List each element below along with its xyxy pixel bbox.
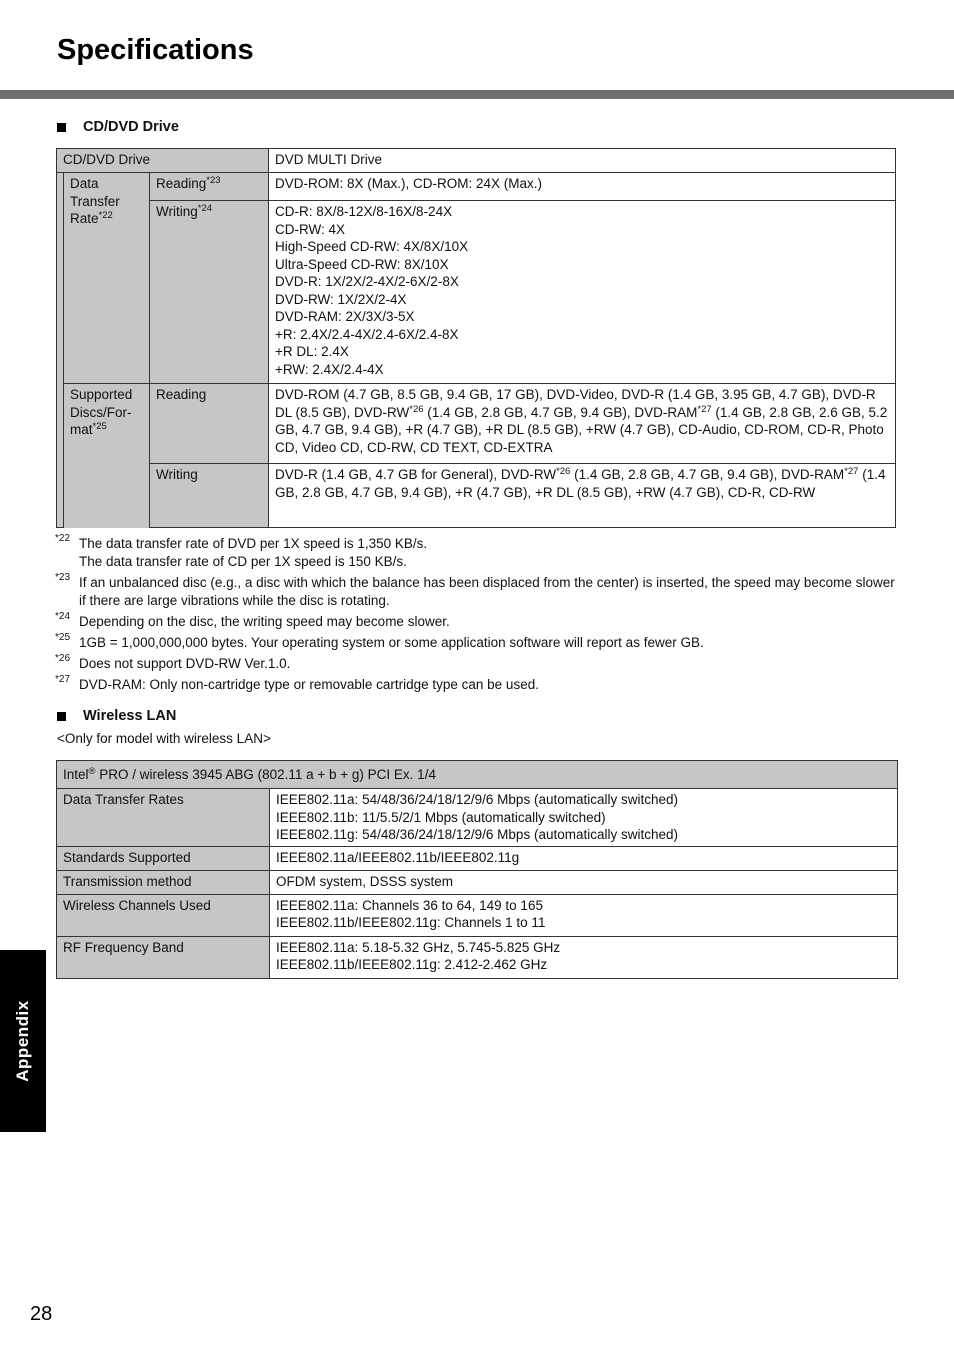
cd-section-heading [57,119,179,135]
wlan-model-note: <Only for model with wireless LAN> [57,731,271,746]
reading-label [150,173,269,201]
discs-reading-text-a: DVD-ROM (4.7 GB, 8.5 GB, 9.4 GB, 17 GB), DVD-Video, DVD-R (1.4 GB, 3.95 GB, 4.7 GB), DVD-R DL (8.5 GB), DVD-RW [275,387,876,420]
cd-dvd-spec-table [56,148,896,528]
list-item: CD-RW: 4X [275,221,346,237]
footnote [55,634,905,652]
list-item: +R DL: 2.4X [275,344,349,359]
footnote [55,613,905,631]
footnote-ref: *22 [98,210,113,221]
supported-discs-label [64,384,150,528]
table-row [57,870,898,894]
wlan-spec-table [56,760,898,979]
transfer-rate-text: Data Transfer Rate [70,176,120,226]
discs-reading-text-b: (1.4 GB, 2.8 GB, 4.7 GB, 9.4 GB), DVD-RAM [423,404,698,420]
table-row [57,789,898,847]
wlan-header [57,761,898,789]
footnote-text: The data transfer rate of CD per 1X speed is 150 KB/s. [79,554,407,569]
table-row [57,149,896,173]
list-item: +RW: 2.4X/2.4-4X [275,361,384,377]
footnote [55,535,905,571]
drive-label: CD/DVD Drive [57,149,269,173]
value-line: IEEE802.11b: 11/5.5/2/1 Mbps (automatically switched) [276,809,606,825]
row-label: RF Frequency Band [57,936,270,978]
discs-writing-text-b: (1.4 GB, 2.8 GB, 4.7 GB, 9.4 GB), DVD-RAM [570,467,845,482]
footnote-mark: *27 [55,674,71,685]
square-bullet-icon [57,123,66,132]
transfer-rate-label [64,173,150,384]
list-item: +R: 2.4X/2.4-4X/2.4-6X/2.4-8X [275,326,459,342]
writing-label [150,201,269,384]
discs-writing-label: Writing [150,464,269,528]
title-rule [0,90,954,99]
drive-value: DVD MULTI Drive [269,149,896,173]
row-label: Wireless Channels Used [57,894,270,936]
reading-text: Reading [156,176,207,191]
writing-speeds [269,201,896,384]
value-line: IEEE802.11a: 54/48/36/24/18/12/9/6 Mbps (automatically switched) [276,792,678,807]
list-item: Ultra-Speed CD-RW: 8X/10X [275,256,449,272]
footnote-mark: *23 [55,572,71,583]
table-row [57,761,898,789]
value-line: IEEE802.11g: 54/48/36/24/18/12/9/6 Mbps (automatically switched) [276,827,678,842]
table-row [57,846,898,870]
row-label: Transmission method [57,870,270,894]
footnote [55,574,905,610]
value-line: IEEE802.11b/IEEE802.11g: 2.412-2.462 GHz [276,957,548,972]
table-row [57,384,896,464]
discs-reading-text-c: (1.4 GB, 2.8 GB, 2.6 GB, 5.2 GB, 4.7 GB, 9.4 GB), +R (4.7 GB), +R DL (8.5 GB), +RW (4.7 GB), CD-Audio, CD-ROM, CD-R, Photo CD, Video CD, CD-RW, CD TEXT, CD-EXTRA [275,404,888,455]
footnotes [55,535,905,694]
row-label: Standards Supported [57,846,270,870]
supported-discs-text-2: mat [70,422,93,437]
footnote [55,655,905,673]
footnote-ref: *25 [92,421,107,432]
appendix-side-tab [0,950,46,1132]
discs-reading-value [269,384,896,464]
footnote-text: 1GB = 1,000,000,000 bytes. Your operating system or some application software will report as fewer GB. [79,635,704,650]
wlan-section-heading [57,708,176,724]
row-value: OFDM system, DSSS system [270,870,898,894]
footnote-mark: *22 [55,533,71,544]
list-item: DVD-RW: 1X/2X/2-4X [275,291,407,307]
left-spacer-cell [57,173,64,528]
footnote-ref: *26 [556,466,571,477]
discs-writing-text-c: (1.4 GB, 2.8 GB, 4.7 GB, 9.4 GB), +R (4.7 GB), +R DL (8.5 GB), +RW (4.7 GB), CD-R, CD-RW [275,467,886,500]
supported-discs-text: Supported Discs/For- [70,387,133,420]
table-row [57,173,896,201]
footnote-text: Depending on the disc, the writing speed may become slower. [79,614,450,629]
discs-writing-text-a: DVD-R (1.4 GB, 4.7 GB for General), DVD-RW [275,467,557,482]
list-item: CD-R: 8X/8-12X/8-16X/8-24X [275,204,453,219]
registered-mark: ® [88,765,96,777]
value-line: IEEE802.11a: Channels 36 to 64, 149 to 165 [276,897,543,913]
row-value: IEEE802.11a/IEEE802.11b/IEEE802.11g [270,846,898,870]
row-value [270,789,898,847]
square-bullet-icon [57,712,66,721]
list-item: High-Speed CD-RW: 4X/8X/10X [275,239,469,254]
row-label: Data Transfer Rates [57,789,270,847]
value-line: IEEE802.11a: 5.18-5.32 GHz, 5.745-5.825 GHz [276,939,561,955]
list-item: DVD-RAM: 2X/3X/3-5X [275,309,415,324]
row-value [270,894,898,936]
wlan-header-b: PRO / wireless 3945 ABG (802.11 a + b + g) PCI Ex. 1/4 [95,766,436,782]
footnote-mark: *24 [55,611,71,622]
cd-section-title: CD/DVD Drive [83,119,179,135]
footnote-mark: *25 [55,632,71,643]
reading-value: DVD-ROM: 8X (Max.), CD-ROM: 24X (Max.) [269,173,896,201]
table-row [57,464,896,528]
footnote-ref: *23 [206,175,221,186]
table-row [57,201,896,384]
footnote-mark: *26 [55,653,71,664]
footnote-ref: *26 [409,403,424,415]
discs-writing-value [269,464,896,528]
table-row [57,894,898,936]
footnote-text: Does not support DVD-RW Ver.1.0. [79,656,291,671]
side-tab-label: Appendix [13,1000,32,1082]
footnote-ref: *27 [844,466,859,477]
table-row [57,936,898,978]
page-title: Specifications [57,34,254,66]
footnote-text: The data transfer rate of DVD per 1X speed is 1,350 KB/s. [79,536,428,551]
footnote-text: If an unbalanced disc (e.g., a disc with which the balance has been displaced from the center) is inserted, the speed may become slower if there are large vibrations while the disc is rotating. [79,575,895,608]
footnote-ref: *24 [197,203,213,214]
wlan-header-a: Intel [63,766,89,782]
footnote [55,676,905,694]
footnote-ref: *27 [697,403,712,415]
list-item: DVD-R: 1X/2X/2-4X/2-6X/2-8X [275,274,459,289]
value-line: IEEE802.11b/IEEE802.11g: Channels 1 to 11 [276,915,546,930]
page-number: 28 [30,1303,53,1325]
wlan-section-title: Wireless LAN [83,708,177,724]
writing-text: Writing [156,204,198,219]
discs-reading-label: Reading [150,384,269,464]
footnote-text: DVD-RAM: Only non-cartridge type or removable cartridge type can be used. [79,677,539,692]
row-value [270,936,898,978]
